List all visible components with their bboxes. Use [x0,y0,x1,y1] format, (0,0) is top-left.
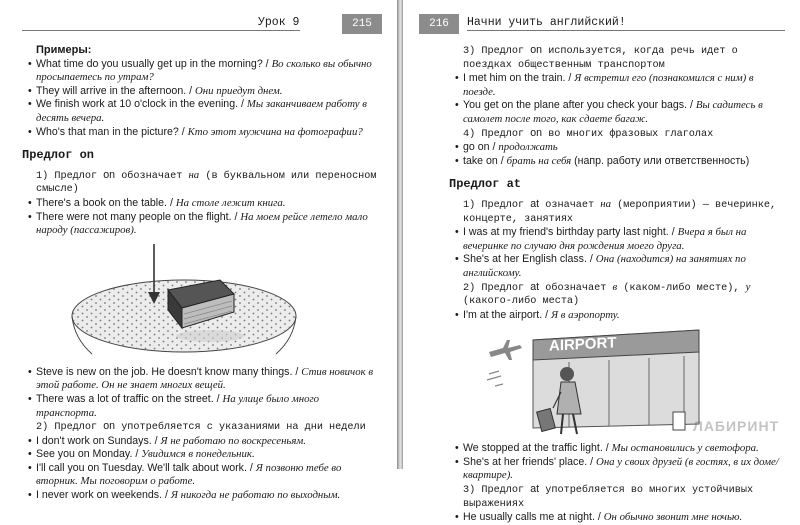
examples-label: Примеры: [36,44,92,56]
right-page-content [449,44,784,525]
example-item: • There were not many people on the flight. / На моем рейсе летело мало народу (пассажиров). [22,211,377,238]
rule-on-3: 3) Предлог on используется, когда речь идет о поездках общественным транспортом [463,44,738,71]
watermark-text: ЛАБИРИНТ [693,418,780,434]
page-number-right: 216 [419,14,459,34]
page-number-left: 215 [342,14,382,34]
example-item: • He usually calls me at night. / Он обычно звонит мне ночью. [449,511,784,525]
example-item: • I'll call you on Tuesday. We'll talk about work. / Я позвоню тебе во вторник. Мы поговорим о работе. [22,462,377,489]
left-page-header [0,14,397,36]
example-item: • There's a book on the table. / На столе лежит книга. [22,197,377,211]
airport-sign-text: AIRPORT [549,334,617,356]
example-item: • I'm at the airport. / Я в аэропорту. [449,309,784,323]
example-item: • See you on Monday. / Увидимся в понедельник. [22,448,377,462]
example-item: • go on / продолжать [449,141,784,155]
example-item: • I never work on weekends. / Я никогда не работаю по выходным. [22,489,377,503]
rule-on-1: 1) Предлог on обозначает на (в буквальном или переносном смысле) [36,168,377,196]
example-item: • She's at her friends' place. / Она у своих друзей (в гостях, в их доме/квартире). [449,456,784,483]
example-item: • We stopped at the traffic light. / Мы остановились у светофора. [449,442,784,456]
example-item: • There was a lot of traffic on the street. / На улице было много транспорта. [22,393,377,420]
book-title: Начни учить английский! [467,16,626,29]
example-item: • She's at her English class. / Она (находится) на занятиях по английскому. [449,253,784,280]
header-rule [467,30,785,31]
example-item: • take on / брать на себя (напр. работу или ответственность) [449,155,784,169]
right-page-header [403,14,800,36]
book-on-table-drawing [22,238,377,366]
labirint-watermark [693,418,779,434]
rule-at-2: 2) Предлог at обозначает в (каком-либо месте), у (какого-либо места) [463,280,751,308]
example-item: • Steve is new on the job. He doesn't know many things. / Стив новичок в этой работе. Он не знает многих вещей. [22,366,377,393]
left-page [0,0,397,502]
example-item: • I was at my friend's birthday party last night. / Вчера я был на вечеринке по случаю дня рождения моего друга. [449,226,784,253]
section-title-at: Предлог at [449,177,522,192]
example-item: • I met him on the train. / Я встретил его (познакомился с ним) в поезде. [449,72,784,99]
book-on-table-illustration [22,238,377,366]
example-item: • You get on the plane after you check your bags. / Вы садитесь в самолет после того, как сдаете багаж. [449,99,784,126]
example-item: • I don't work on Sundays. / Я не работаю по воскресеньям. [22,435,377,449]
example-item: • What time do you usually get up in the morning? / Во сколько вы обычно просыпаетесь по утрам? [22,58,377,85]
right-page [403,0,800,524]
header-rule [22,30,300,31]
rule-at-1: 1) Предлог at означает на (мероприятии) — вечеринке, концерте, занятиях [463,197,777,225]
section-title-on: Предлог on [22,148,95,163]
left-page-content [22,44,377,503]
example-item: • They will arrive in the afternoon. / Они приедут днем. [22,85,377,99]
rule-at-3: 3) Предлог at употребляется во многих устойчивых выражениях [463,483,754,510]
examples-block [22,58,377,140]
rule-on-4: 4) Предлог on во многих фразовых глаголах [463,126,714,140]
lesson-label: Урок 9 [258,16,300,29]
example-item: • Who's that man in the picture? / Кто этот мужчина на фотографии? [22,126,377,140]
rule-on-2: 2) Предлог on употребляется с указаниями на дни недели [36,420,366,434]
example-item: • We finish work at 10 o'clock in the evening. / Мы заканчиваем работу в десять вечера. [22,98,377,125]
